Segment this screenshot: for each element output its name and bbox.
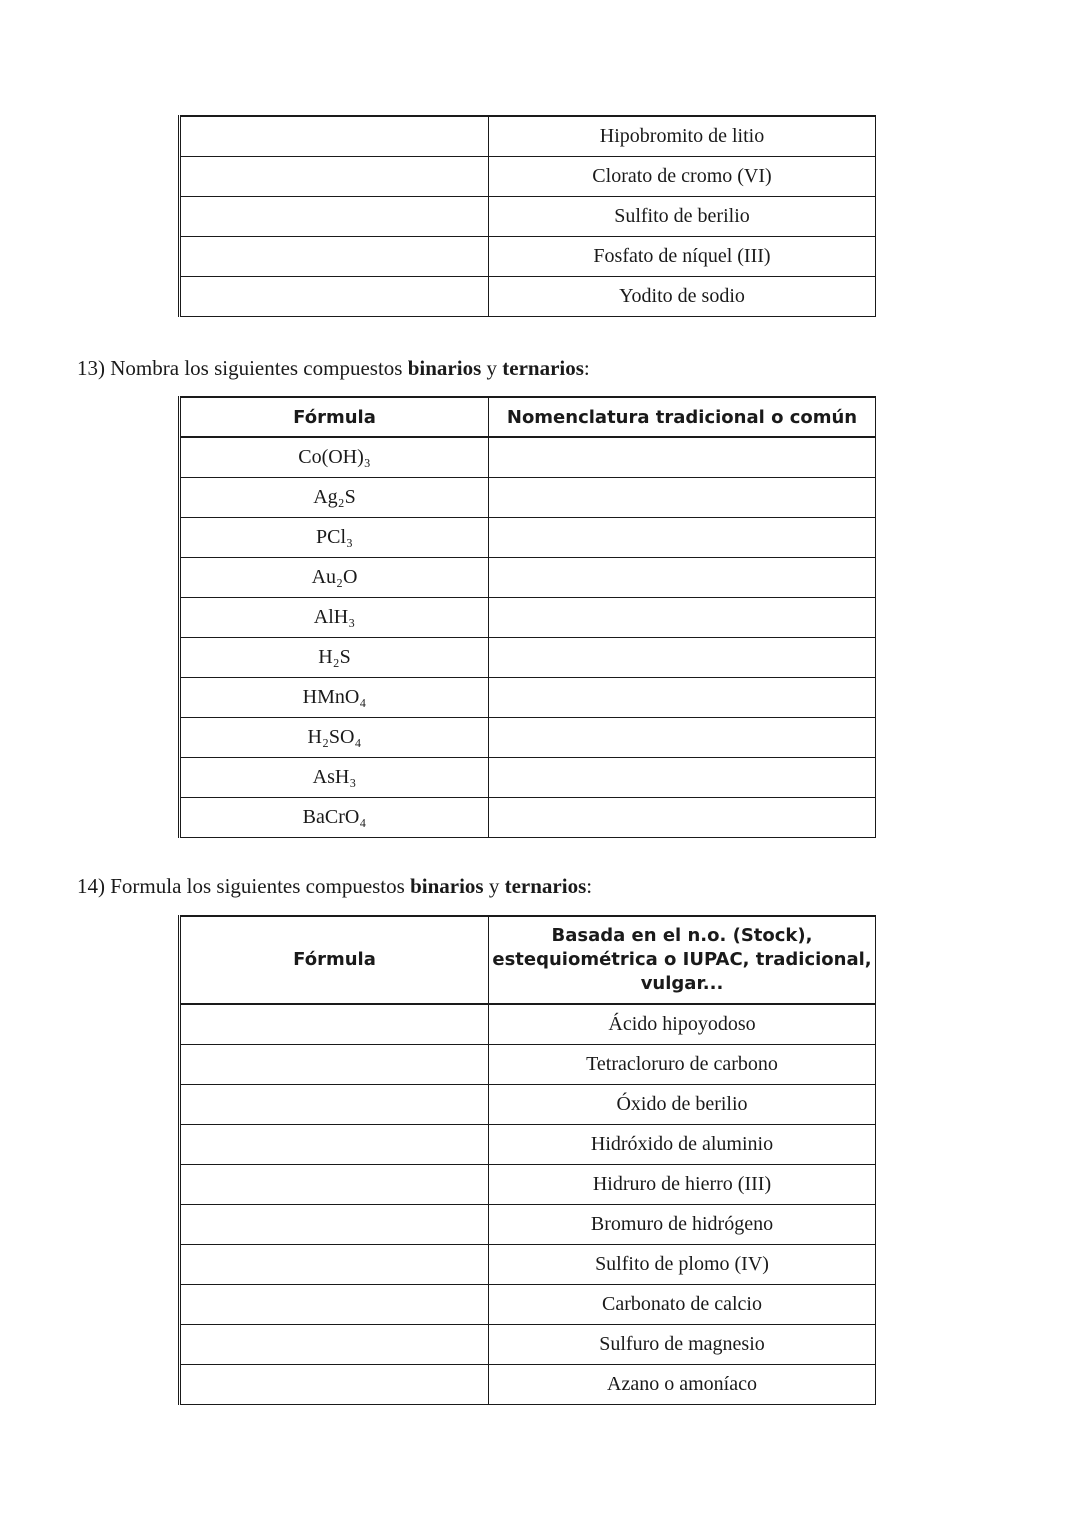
table-row [180, 1165, 876, 1205]
question-bold-ternarios: ternarios [502, 356, 584, 380]
formula-cell: AlH₃ [180, 598, 489, 638]
formula-cell: BaCrO₄ [180, 798, 489, 838]
table-header-row [180, 397, 876, 437]
formula-answer-cell[interactable] [180, 1165, 489, 1205]
formula-answer-cell[interactable] [180, 1004, 489, 1045]
compound-name-cell: Sulfito de plomo (IV) [489, 1245, 876, 1285]
table-row [180, 1205, 876, 1245]
header-formula: Fórmula [180, 916, 489, 1004]
compound-name-cell: Sulfito de berilio [489, 197, 876, 237]
question-bold-binarios: binarios [407, 356, 482, 380]
table-row [180, 718, 876, 758]
table-row [180, 1085, 876, 1125]
question-text: y [483, 874, 505, 898]
formula-cell: Au₂O [180, 558, 489, 598]
formula-cell: H₂S [180, 638, 489, 678]
table-row [180, 197, 876, 237]
question-text: : [583, 356, 590, 380]
formula-answer-cell[interactable] [180, 1125, 489, 1165]
header-formula: Fórmula [180, 397, 489, 437]
table-row [180, 478, 876, 518]
formula-cell[interactable] [180, 197, 489, 237]
formula-answer-cell[interactable] [180, 1365, 489, 1405]
question-number: 14) [77, 874, 105, 898]
question-bold-ternarios: ternarios [504, 874, 587, 898]
table-row [180, 678, 876, 718]
table-header-row [180, 916, 876, 1004]
compound-name-cell: Ácido hipoyodoso [489, 1004, 876, 1045]
table-row [180, 157, 876, 197]
table-row [180, 1125, 876, 1165]
question-bold-binarios: binarios [410, 874, 484, 898]
table-row [180, 437, 876, 478]
question-number: 13) [77, 356, 105, 380]
table-row [180, 1365, 876, 1405]
answer-cell[interactable] [489, 598, 876, 638]
formula-cell: AsH₃ [180, 758, 489, 798]
header-nomenclature: Nomenclatura tradicional o común [489, 397, 876, 437]
formula-answer-cell[interactable] [180, 1285, 489, 1325]
formula-cell: H₂SO₄ [180, 718, 489, 758]
formula-cell[interactable] [180, 237, 489, 277]
table-row [180, 1004, 876, 1045]
compound-name-cell: Hidruro de hierro (III) [489, 1165, 876, 1205]
table-exercise-13 [178, 396, 876, 838]
formula-cell: Ag₂S [180, 478, 489, 518]
answer-cell[interactable] [489, 518, 876, 558]
formula-answer-cell[interactable] [180, 1045, 489, 1085]
compound-name-cell: Tetracloruro de carbono [489, 1045, 876, 1085]
formula-cell: PCl₃ [180, 518, 489, 558]
table-exercise-14 [178, 915, 876, 1405]
table-row [180, 1285, 876, 1325]
question-14 [77, 874, 592, 899]
compound-name-cell: Hidróxido de aluminio [489, 1125, 876, 1165]
table-row [180, 598, 876, 638]
answer-cell[interactable] [489, 638, 876, 678]
compound-name-cell: Carbonato de calcio [489, 1285, 876, 1325]
formula-cell: HMnO₄ [180, 678, 489, 718]
answer-cell[interactable] [489, 558, 876, 598]
table-row [180, 237, 876, 277]
compound-name-cell: Clorato de cromo (VI) [489, 157, 876, 197]
formula-answer-cell[interactable] [180, 1085, 489, 1125]
compound-name-cell: Yodito de sodio [489, 277, 876, 317]
answer-cell[interactable] [489, 798, 876, 838]
table-row [180, 518, 876, 558]
formula-cell[interactable] [180, 157, 489, 197]
question-text: Nombra los siguientes compuestos [105, 356, 408, 380]
formula-cell[interactable] [180, 277, 489, 317]
answer-cell[interactable] [489, 437, 876, 478]
table-row [180, 116, 876, 157]
question-text: y [481, 356, 503, 380]
formula-cell[interactable] [180, 116, 489, 157]
compound-name-cell: Sulfuro de magnesio [489, 1325, 876, 1365]
compound-name-cell: Hipobromito de litio [489, 116, 876, 157]
question-text: Formula los siguientes compuestos [105, 874, 411, 898]
compound-name-cell: Óxido de berilio [489, 1085, 876, 1125]
table-row [180, 1245, 876, 1285]
answer-cell[interactable] [489, 478, 876, 518]
question-13 [77, 356, 590, 381]
compound-name-cell: Azano o amoníaco [489, 1365, 876, 1405]
compound-name-cell: Bromuro de hidrógeno [489, 1205, 876, 1245]
table-row [180, 1045, 876, 1085]
formula-answer-cell[interactable] [180, 1205, 489, 1245]
answer-cell[interactable] [489, 758, 876, 798]
answer-cell[interactable] [489, 718, 876, 758]
table-row [180, 798, 876, 838]
header-nomenclature: Basada en el n.o. (Stock), estequiométrica o IUPAC, tradicional, vulgar... [489, 916, 876, 1004]
table-row [180, 638, 876, 678]
table-row [180, 558, 876, 598]
question-text: : [586, 874, 593, 898]
table-row [180, 1325, 876, 1365]
formula-cell: Co(OH)₃ [180, 437, 489, 478]
table-row [180, 758, 876, 798]
table-exercise-12 [178, 115, 876, 317]
answer-cell[interactable] [489, 678, 876, 718]
compound-name-cell: Fosfato de níquel (III) [489, 237, 876, 277]
formula-answer-cell[interactable] [180, 1325, 489, 1365]
formula-answer-cell[interactable] [180, 1245, 489, 1285]
table-row [180, 277, 876, 317]
